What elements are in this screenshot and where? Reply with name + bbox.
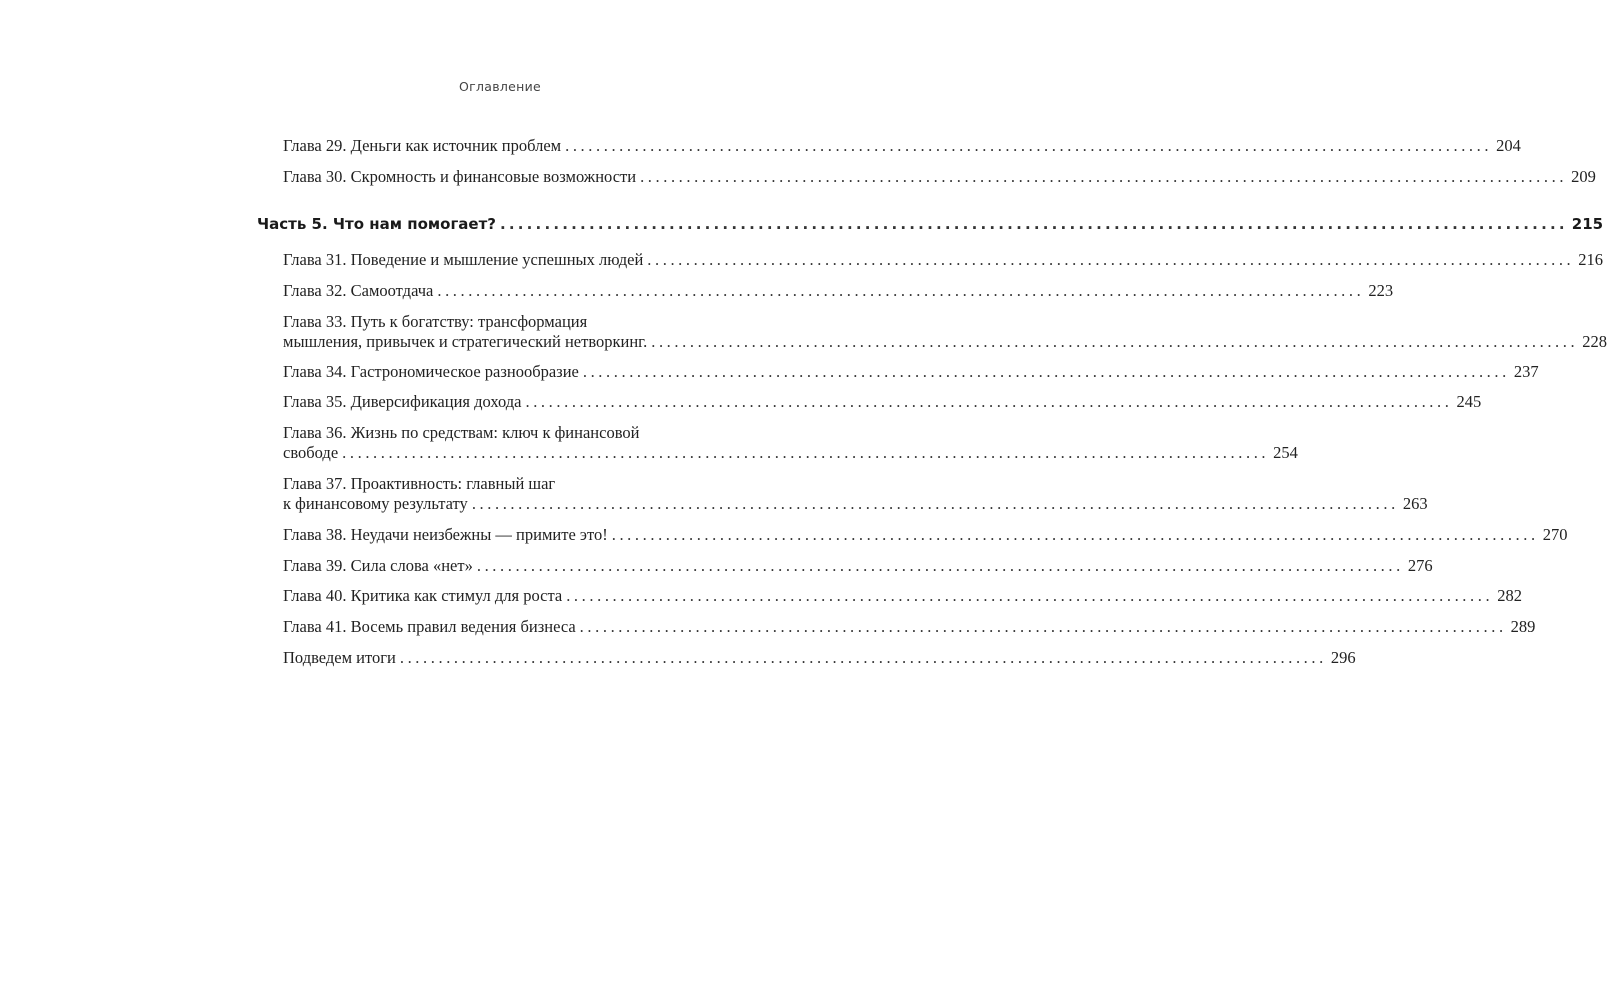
toc-entry-title: Глава 38. Неудачи неизбежны — примите это!	[283, 525, 608, 544]
dot-leader: ........................................................................................................................	[565, 136, 1493, 155]
toc-entry-ch41[interactable]	[283, 617, 1536, 637]
dot-leader: ........................................................................................................................	[582, 362, 1510, 381]
toc-entry-title-line1: Глава 36. Жизнь по средствам: ключ к финансовой	[283, 423, 640, 442]
toc-entry-page: 209	[1571, 167, 1596, 186]
toc-entry-page: 282	[1497, 586, 1522, 605]
dot-leader: ........................................................................................................................	[499, 215, 1568, 233]
toc-entry-page: 263	[1402, 494, 1428, 513]
toc-entry-ch34[interactable]	[283, 362, 1539, 382]
toc-entry-title-line2: свободе	[283, 443, 339, 462]
dot-leader: ........................................................................................................................	[476, 556, 1404, 575]
toc-entry-page: 270	[1542, 525, 1568, 544]
toc-entry-ch38[interactable]	[283, 525, 1568, 545]
toc-entry-ch36[interactable]	[283, 423, 1298, 463]
toc-part-title: Часть 5. Что нам помогает?	[257, 215, 496, 233]
toc-part-page: 215	[1571, 215, 1604, 233]
dot-leader: ........................................................................................................................	[525, 392, 1453, 411]
toc-entry-page: 237	[1513, 362, 1539, 381]
toc-entry-page: 276	[1407, 556, 1433, 575]
toc-entry-ch31[interactable]	[283, 250, 1604, 270]
toc-entry-page: 228	[1582, 332, 1607, 351]
toc-entry-page: 289	[1510, 617, 1536, 636]
toc-entry-title: Глава 34. Гастрономическое разнообразие	[283, 362, 579, 381]
toc-entry-page: 223	[1368, 281, 1394, 300]
dot-leader: ........................................................................................................................	[399, 648, 1327, 667]
dot-leader: ........................................................................................................................	[640, 167, 1568, 186]
toc-entry-page: 204	[1496, 136, 1521, 155]
toc-entry-title-line2: мышления, привычек и стратегический нетворкинг.	[283, 332, 648, 351]
dot-leader: ........................................................................................................................	[342, 443, 1270, 462]
toc-entry-title: Глава 40. Критика как стимул для роста	[283, 586, 563, 605]
toc-entry-ch35[interactable]	[283, 392, 1482, 412]
toc-entry-page: 254	[1273, 443, 1298, 462]
toc-entry-title-line1: Глава 37. Проактивность: главный шаг	[283, 474, 556, 493]
dot-leader: ........................................................................................................................	[611, 525, 1539, 544]
toc-entry-title: Глава 35. Диверсификация дохода	[283, 392, 522, 411]
toc-entry-page: 245	[1456, 392, 1482, 411]
toc-entry-ch29[interactable]	[283, 136, 1521, 156]
toc-entry-title-line2: к финансовому результату	[283, 494, 468, 513]
toc-entry-ch39[interactable]	[283, 556, 1433, 576]
dot-leader: ........................................................................................................................	[579, 617, 1507, 636]
dot-leader: ........................................................................................................................	[471, 494, 1399, 513]
toc-entry-ch33[interactable]	[283, 312, 1607, 352]
dot-leader: ........................................................................................................................	[647, 250, 1575, 269]
toc-entry-ch37[interactable]	[283, 474, 1428, 514]
running-head: Оглавление	[458, 79, 542, 94]
toc-entry-ch30[interactable]	[283, 167, 1596, 187]
toc-entry-title: Глава 30. Скромность и финансовые возможности	[283, 167, 637, 186]
toc-entry-title: Подведем итоги	[283, 648, 396, 667]
toc-entry-page: 216	[1578, 250, 1604, 269]
toc-entry-title: Глава 31. Поведение и мышление успешных людей	[283, 250, 644, 269]
dot-leader: ........................................................................................................................	[651, 332, 1579, 351]
toc-entry-title-line1: Глава 33. Путь к богатству: трансформация	[283, 312, 588, 331]
toc-entry-title: Глава 39. Сила слова «нет»	[283, 556, 473, 575]
dot-leader: ........................................................................................................................	[566, 586, 1494, 605]
toc-entry-summary[interactable]	[283, 648, 1356, 668]
toc-entry-ch32[interactable]	[283, 281, 1394, 301]
toc-entry-title: Глава 32. Самоотдача	[283, 281, 434, 300]
toc-entry-title: Глава 29. Деньги как источник проблем	[283, 136, 562, 155]
toc-entry-page: 296	[1330, 648, 1356, 667]
toc-entry-title: Глава 41. Восемь правил ведения бизнеса	[283, 617, 576, 636]
toc-part-5[interactable]	[257, 214, 1604, 234]
toc-entry-ch40[interactable]	[283, 586, 1522, 606]
dot-leader: ........................................................................................................................	[437, 281, 1365, 300]
